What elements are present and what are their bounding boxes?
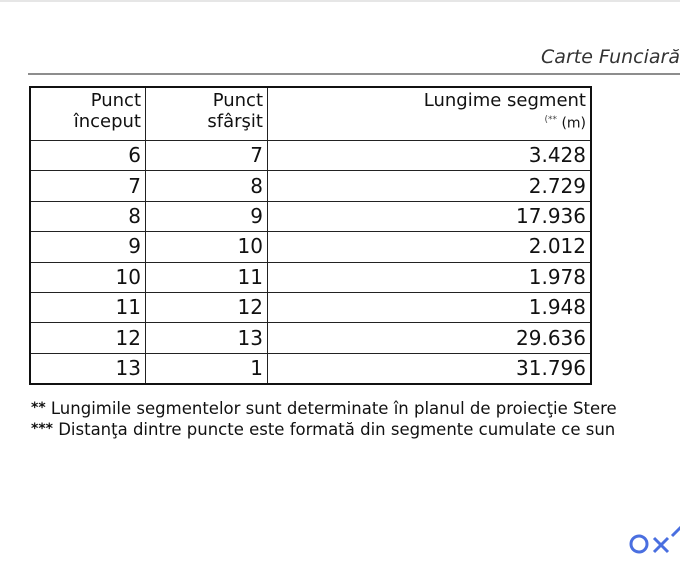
top-edge-divider bbox=[0, 0, 680, 2]
footnote-segment-lengths: ** Lungimile segmentelor sunt determinate în planul de proiecţie Stere bbox=[31, 399, 617, 418]
table-row bbox=[30, 262, 591, 292]
cell-end-point: 9 bbox=[146, 201, 268, 231]
cell-end-point: 12 bbox=[146, 292, 268, 322]
cell-segment-length: 2.729 bbox=[268, 171, 592, 201]
cell-end-point: 8 bbox=[146, 171, 268, 201]
cell-segment-length: 17.936 bbox=[268, 201, 592, 231]
cell-segment-length: 31.796 bbox=[268, 353, 592, 384]
cell-start-point: 11 bbox=[30, 292, 146, 322]
table-header-row bbox=[30, 87, 591, 141]
cell-end-point: 13 bbox=[146, 323, 268, 353]
page-header-title: Carte Funciară bbox=[541, 46, 680, 68]
column-header-start-point: Punct început bbox=[30, 87, 146, 141]
cell-start-point: 6 bbox=[30, 141, 146, 171]
table-row bbox=[30, 171, 591, 201]
cell-start-point: 8 bbox=[30, 201, 146, 231]
cell-start-point: 10 bbox=[30, 262, 146, 292]
table-row bbox=[30, 292, 591, 322]
cell-segment-length: 1.948 bbox=[268, 292, 592, 322]
cell-end-point: 11 bbox=[146, 262, 268, 292]
cell-segment-length: 2.012 bbox=[268, 232, 592, 262]
cell-end-point: 10 bbox=[146, 232, 268, 262]
cell-end-point: 7 bbox=[146, 141, 268, 171]
footnote-point-distance: *** Distanţa dintre puncte este formată din segmente cumulate ce sun bbox=[31, 420, 616, 439]
table-row bbox=[30, 232, 591, 262]
table-row bbox=[30, 353, 591, 384]
column-header-segment-length: Lungime segment (** (m) bbox=[268, 87, 592, 141]
table-row bbox=[30, 201, 591, 231]
table-row bbox=[30, 141, 591, 171]
cell-segment-length: 3.428 bbox=[268, 141, 592, 171]
table-row bbox=[30, 323, 591, 353]
cell-segment-length: 1.978 bbox=[268, 262, 592, 292]
cell-segment-length: 29.636 bbox=[268, 323, 592, 353]
cell-end-point: 1 bbox=[146, 353, 268, 384]
header-rule bbox=[28, 73, 680, 75]
segment-lengths-table bbox=[29, 86, 592, 385]
ancpi-logo-fragment-icon bbox=[626, 512, 680, 563]
cell-start-point: 13 bbox=[30, 353, 146, 384]
cell-start-point: 9 bbox=[30, 232, 146, 262]
cell-start-point: 12 bbox=[30, 323, 146, 353]
unit-label: (** (m) bbox=[544, 115, 586, 132]
column-header-end-point: Punct sfârşit bbox=[146, 87, 268, 141]
table-body bbox=[30, 141, 591, 385]
cell-start-point: 7 bbox=[30, 171, 146, 201]
